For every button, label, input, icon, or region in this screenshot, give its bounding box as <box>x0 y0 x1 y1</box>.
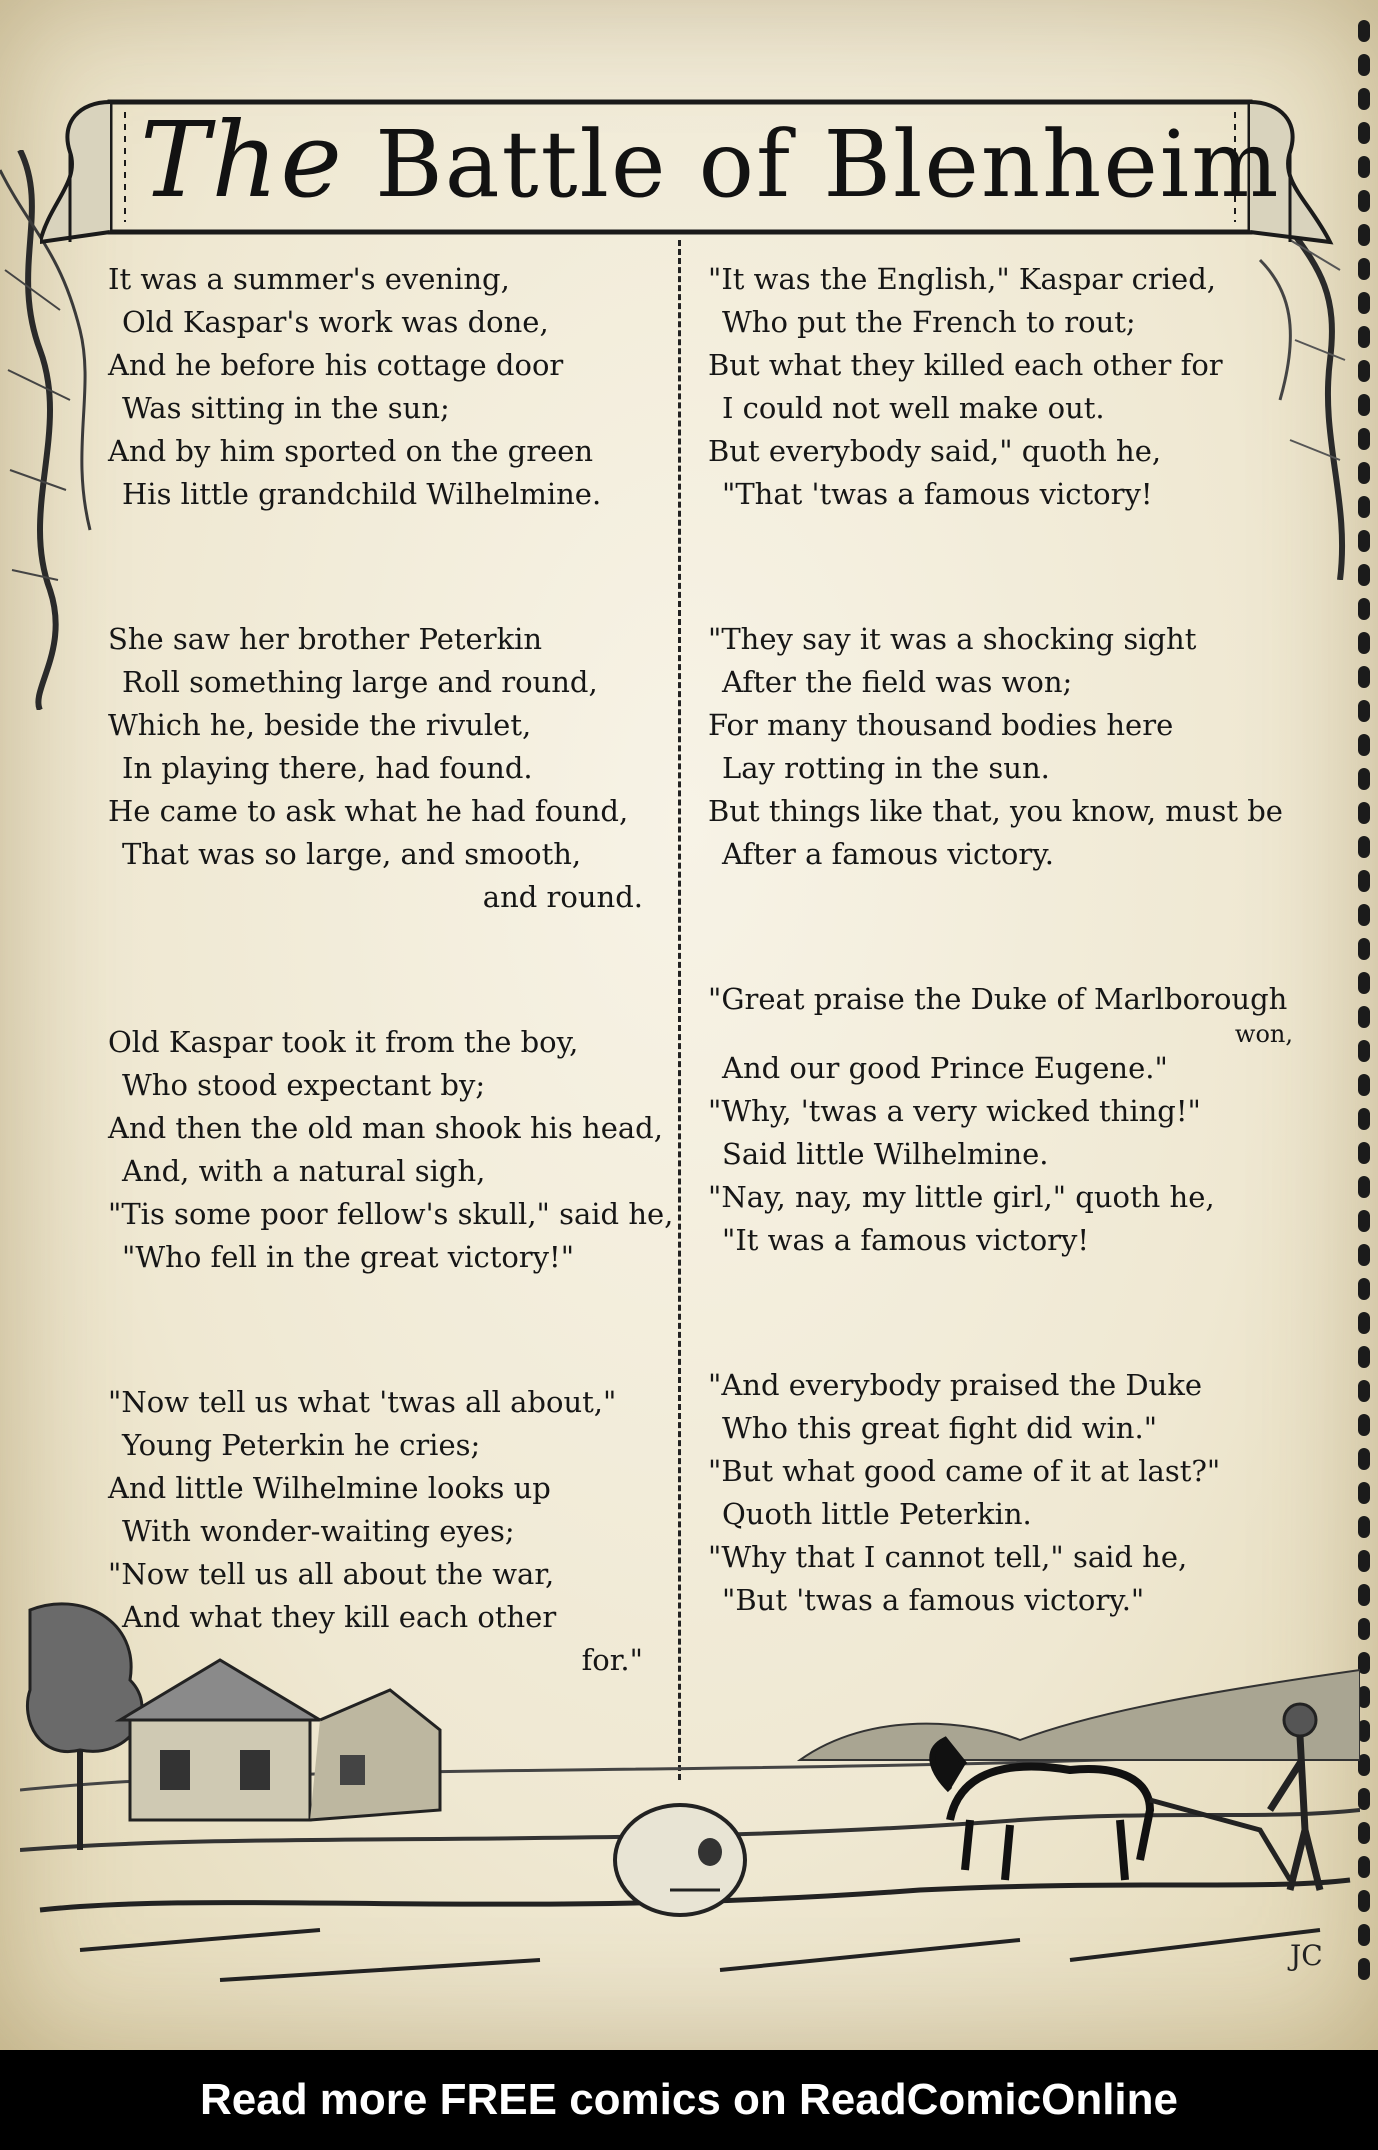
poem-line: Said little Wilhelmine. <box>722 1137 1049 1171</box>
binding-hole <box>1358 122 1370 144</box>
poem-line-runover: for." <box>581 1643 643 1677</box>
binding-hole <box>1358 1006 1370 1028</box>
poem-line: And our good Prince Eugene." <box>722 1051 1168 1085</box>
poem-line: I could not well make out. <box>722 391 1105 425</box>
poem-line: "Now tell us what 'twas all about," <box>108 1385 617 1419</box>
binding-hole <box>1358 1278 1370 1300</box>
stanza <box>108 1021 674 1279</box>
poem-line: "But what good came of it at last?" <box>708 1454 1221 1488</box>
binding-hole <box>1358 972 1370 994</box>
binding-hole <box>1358 1380 1370 1402</box>
binding-hole <box>1358 836 1370 858</box>
poem-line: Which he, beside the rivulet, <box>108 708 532 742</box>
poem-line: "They say it was a shocking sight <box>708 622 1197 656</box>
binding-hole <box>1358 632 1370 654</box>
poem-line: And what they kill each other <box>122 1600 557 1634</box>
binding-hole <box>1358 768 1370 790</box>
poem-line-runover: won, <box>1234 1020 1293 1048</box>
poem-line: But things like that, you know, must be <box>708 794 1283 828</box>
poem-line: But everybody said," quoth he, <box>708 434 1162 468</box>
poem-line: Who this great fight did win." <box>722 1411 1158 1445</box>
stanza <box>108 258 668 516</box>
binding-hole <box>1358 88 1370 110</box>
poem-line: And he before his cottage door <box>108 348 564 382</box>
poem-line: Roll something large and round, <box>122 665 598 699</box>
poem-line: "Who fell in the great victory!" <box>122 1240 575 1274</box>
binding-hole <box>1358 904 1370 926</box>
binding-hole <box>1358 1550 1370 1572</box>
binding-hole <box>1358 1244 1370 1266</box>
binding-hole <box>1358 666 1370 688</box>
binding-hole <box>1358 802 1370 824</box>
column-divider <box>678 240 681 1780</box>
stanza <box>708 258 1308 516</box>
binding-hole <box>1358 1346 1370 1368</box>
poem-line: Who stood expectant by; <box>122 1068 486 1102</box>
poem-line: After the field was won; <box>722 665 1073 699</box>
poem-line: His little grandchild Wilhelmine. <box>122 477 602 511</box>
poem-line: "Why that I cannot tell," said he, <box>708 1540 1188 1574</box>
binding-hole <box>1358 1312 1370 1334</box>
poem-line: In playing there, had found. <box>122 751 533 785</box>
poem-line: Lay rotting in the sun. <box>722 751 1050 785</box>
stanza <box>708 978 1308 1262</box>
binding-hole <box>1358 1040 1370 1062</box>
footer-banner[interactable]: Read more FREE comics on ReadComicOnline <box>0 2050 1378 2150</box>
binding-holes <box>1358 20 1372 2020</box>
title-main: Battle of Blenheim <box>343 111 1281 218</box>
poem-line: For many thousand bodies here <box>708 708 1174 742</box>
poem-line: "It was the English," Kaspar cried, <box>708 262 1216 296</box>
binding-hole <box>1358 598 1370 620</box>
poem-line: Who put the French to rout; <box>722 305 1136 339</box>
binding-hole <box>1358 1176 1370 1198</box>
binding-hole <box>1358 938 1370 960</box>
poem-line: And little Wilhelmine looks up <box>108 1471 551 1505</box>
poem-line: He came to ask what he had found, <box>108 794 629 828</box>
binding-hole <box>1358 1210 1370 1232</box>
poem-line: She saw her brother Peterkin <box>108 622 543 656</box>
binding-hole <box>1358 54 1370 76</box>
poem-line: And by him sported on the green <box>108 434 594 468</box>
poem-line: Old Kaspar's work was done, <box>122 305 549 339</box>
poem-line: "It was a famous victory! <box>722 1223 1090 1257</box>
binding-hole <box>1358 1414 1370 1436</box>
poem-line: And, with a natural sigh, <box>122 1154 486 1188</box>
poem-line: That was so large, and smooth, <box>122 837 582 871</box>
poem-line: Was sitting in the sun; <box>122 391 450 425</box>
binding-hole <box>1358 1448 1370 1470</box>
poem-line: "Great praise the Duke of Marlborough <box>708 982 1288 1016</box>
binding-hole <box>1358 1108 1370 1130</box>
title-prefix: The <box>140 99 344 221</box>
binding-hole <box>1358 870 1370 892</box>
poem-line: "Nay, nay, my little girl," quoth he, <box>708 1180 1215 1214</box>
poem-line: "Tis some poor fellow's skull," said he, <box>108 1197 674 1231</box>
poem-line: With wonder-waiting eyes; <box>122 1514 515 1548</box>
poem-line: "And everybody praised the Duke <box>708 1368 1203 1402</box>
binding-hole <box>1358 156 1370 178</box>
stanza <box>108 618 668 919</box>
poem-line: "That 'twas a famous victory! <box>722 477 1153 511</box>
poem-line: Young Peterkin he cries; <box>122 1428 481 1462</box>
stanza <box>708 1364 1308 1622</box>
poem-line: But what they killed each other for <box>708 348 1223 382</box>
poem-line: Quoth little Peterkin. <box>722 1497 1032 1531</box>
poem-right-column <box>708 258 1308 1724</box>
binding-hole <box>1358 20 1370 42</box>
binding-hole <box>1358 734 1370 756</box>
binding-hole <box>1358 700 1370 722</box>
poem-line: After a famous victory. <box>722 837 1054 871</box>
binding-hole <box>1358 1482 1370 1504</box>
poem-line: "Why, 'twas a very wicked thing!" <box>708 1094 1201 1128</box>
artist-signature: JC <box>1290 1939 1323 1972</box>
binding-hole <box>1358 1074 1370 1096</box>
poem-line: "Now tell us all about the war, <box>108 1557 555 1591</box>
stanza <box>708 618 1308 876</box>
binding-hole <box>1358 1516 1370 1538</box>
binding-hole <box>1358 1142 1370 1164</box>
poem-line: "But 'twas a famous victory." <box>722 1583 1145 1617</box>
landscape-illustration <box>20 1590 1360 2010</box>
poem-line-runover: and round. <box>482 880 643 914</box>
poem-line: And then the old man shook his head, <box>108 1111 663 1145</box>
poem-line: It was a summer's evening, <box>108 262 510 296</box>
page-title <box>140 99 1281 221</box>
poem-left-column <box>108 258 674 1784</box>
poem-line: Old Kaspar took it from the boy, <box>108 1025 579 1059</box>
